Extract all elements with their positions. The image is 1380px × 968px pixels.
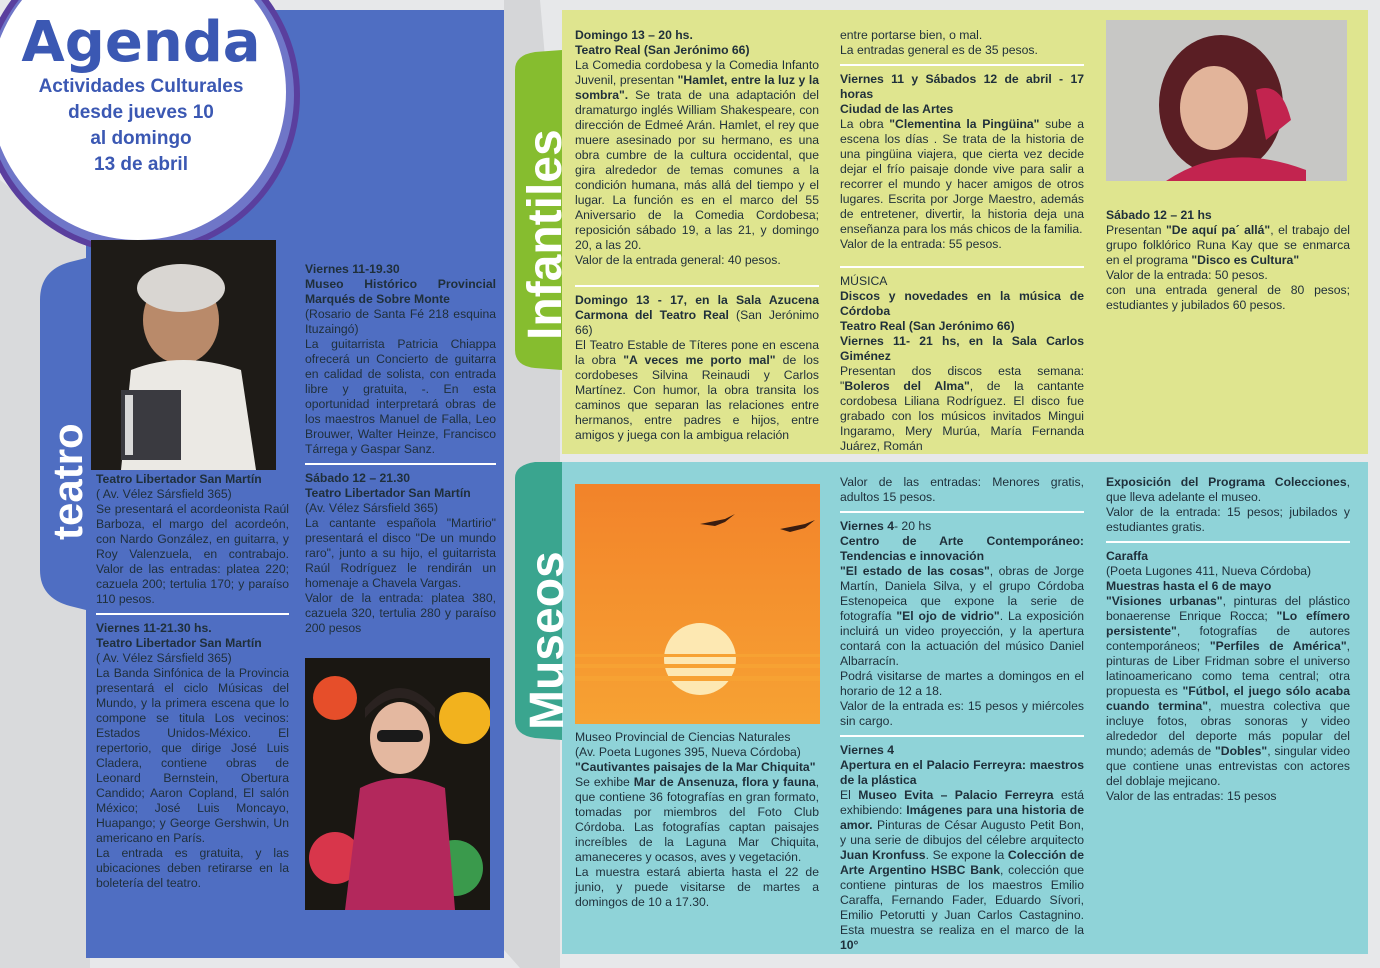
event-address: ( Av. Vélez Sársfield 365) [96,651,232,665]
section-label-museos: Museos [521,551,574,730]
event-description: El Teatro Estable de Títeres pone en escena la obra "A veces me porto mal" de los cordobeses Silvina Reinaudi y Carlos Martínez. Con humor, la obra transita los caminos que separan las relaciones entre hermanos, entre padres e hijos, entre amigos y juega con la ambigua relación [575,338,819,442]
event-address: (Av. Vélez Sársfield 365) [305,501,438,515]
event-price: Valor de las entradas: Menores gratis, adultos 15 pesos. [840,475,1084,504]
event-description: La guitarrista Patricia Chiappa ofrecerá un Concierto de guitarra en calidad de solista, con entrada libre y gratuita, -. En esta oportunidad interpretará obras de los maestros Manuel de Falla, Leo Brouwer, Walter Heinze, Francisco Tárrega y Gaspar Sanz. [305,337,496,456]
event-date-title: Domingo 13 - 17, en la Sala Azucena Carmona del Teatro Real (San Jerónimo 66) [575,293,819,337]
event-title: Teatro Libertador San Martín [96,472,262,486]
museum-address: (Av. Poeta Lugones 395, Nueva Córdoba) [575,745,801,759]
infantiles-photo-portrait [1106,20,1347,181]
event-price: Valor de la entrada: 15 pesos; jubilados y estudiantes gratis. [1106,505,1350,534]
event-title: "Cautivantes paisajes de la Mar Chiquita" [575,760,816,774]
event-title: Teatro Libertador San Martín [305,486,471,500]
event-price: con una entrada general de 80 pesos; estudiantes y jubilados 60 pesos. [1106,283,1350,312]
event-title: Apertura en el Palacio Ferreyra: maestros de la plástica [840,758,1084,787]
divider [575,285,819,287]
event-description: Exposición del Programa Colecciones, que lleva adelante el museo. [1106,475,1350,504]
divider [1106,541,1350,543]
event-description: Presentan dos discos esta semana: "Boleros del Alma", de la cantante cordobesa Liliana Rodríguez. El disco fue grabado con los músicos invitados Mingui Ingaramo, Mery Murúa, María Fernanda Juárez, Román [840,364,1085,453]
event-address: Teatro Real (San Jerónimo 66) [840,319,1015,333]
museum-name: Museo Provincial de Ciencias Naturales [575,730,791,744]
accordion-player-photo [91,240,276,470]
event-date: Muestras hasta el 6 de mayo [1106,579,1272,593]
event-description: "Visiones urbanas", pinturas del plástico bonaerense Enrique Rocca; "Lo efímero persistente", fotografías de autores contemporáneos; "Perfiles de América", pinturas de Liber Fridman sobre el universo latinoamericano como tema central; otra propuesta es "Fútbol, el juego sólo acaba cuando termina", muestra colectiva que incluye fotos, obras sonoras y video alrededor del deporte más popular del mundo; además de "Dobles", singular video que contiene unas entrevistas con actores del doblaje mejicano. [1106,594,1350,788]
subtitle-line-3: al domingo [90,128,192,149]
teatro-column-2 [305,262,496,636]
event-date: Viernes 11 y Sábados 12 de abril - 17 horas [840,72,1084,101]
museos-column-1 [575,730,819,910]
event-title: Discos y novedades en la música de Córdoba [840,289,1084,318]
header [0,12,282,178]
event-price: Valor de la entrada: 50 pesos. [1106,268,1268,282]
woman-portrait-photo [1106,20,1347,181]
museos-column-3 [1106,475,1350,804]
event-description: Podrá visitarse de martes a domingos en el horario de 12 a 18. [840,669,1084,698]
event-title: Centro de Arte Contemporáneo: Tendencias e innovación [840,534,1084,563]
event-description: La entrada es gratuita, y las ubicaciones deben retirarse en la boletería del teatro. [96,846,289,890]
event-date: Viernes 11-21.30 hs. [96,621,212,635]
divider [840,511,1084,513]
event-title: Teatro Real (San Jerónimo 66) [575,43,750,57]
event-date: Sábado 12 – 21.30 [305,471,411,485]
divider [840,64,1084,66]
event-description: entre portarse bien, o mal. [840,28,983,42]
event-description: La Banda Sinfónica de la Provincia presentará el ciclo Músicas del Mundo, y la primera escena que lo compone se titula Los vecinos: Estados Unidos-México. El repertorio, que dirige José Luis Cladera, contiene obras de Leonard Bernstein, Obertura Candido; Aaron Copland, El salón México; José Luis Moncayo, Huapango; y George Gershwin, Un americano en París. [96,666,289,845]
event-address: (Rosario de Santa Fé 218 esquina Ituzaingó) [305,307,496,336]
event-description: El Museo Evita – Palacio Ferreyra está exhibiendo: Imágenes para una historia de amor. Pinturas de César Augusto Petit Bon, y una serie de dibujos del célebre arquitecto Juan Kronfuss. Se expone la Colección de Arte Argentino HSBC Bank, colección que contiene pinturas de los maestros Emilio Caraffa, Fernando Fader, Eduardo Sívori, Emilio Petorutti y Juan Carlos Castagnino. Esta muestra se realiza en el marco de la 10° [840,788,1084,952]
event-description: "El estado de las cosas", obras de Jorge Martín, Daniela Silva, y el grupo Córdoba Estenopeica que expone la serie de fotografía "El ojo de vidrio". La exposición incluirá un video proyección, y la apertura contará con la actuación del músico Daniel Albarracín. [840,564,1084,668]
subtitle-line-1: Actividades Culturales [38,76,244,97]
event-description: La obra "Clementina la Pingüina" sube a escena los días . Se trata de la historia de una pingüina viajera, que cierta vez decide dejar el frío paisaje donde vive para salir a recorrer el mundo y hacer amigos de otros lugares. Escrita por Jorge Maestro, además de entretener, divertir, la historia deja una enseñanza para los más chicos de la familia. [840,117,1084,236]
divider [96,613,289,615]
divider [305,463,496,465]
event-price: Valor de las entradas: 15 pesos [1106,789,1277,803]
teatro-photo-singer [305,658,490,910]
event-description: Se presentará el acordeonista Raúl Barboza, el margo del acordeón, con Nardo González, en guitarra, y Roy Valenzuela, en contrabajo. Valor de las entradas: platea 220; cazuela 200; tertulia 170; y paraíso 110 pesos. [96,502,289,606]
category-label: MÚSICA [840,274,888,288]
divider [840,266,1084,268]
event-description: La muestra estará abierta hasta el 22 de junio, y puede visitarse de martes a domingos de 10 a 17.30. [575,865,819,909]
event-description: La cantante española "Martirio" presentará el disco "De un mundo raro", junto a su hijo, el guitarrista Raúl Rodríguez le rendirán un homenaje a Chavela Vargas. [305,516,496,590]
page-title: Agenda [21,10,261,75]
event-title: Museo Histórico Provincial Marqués de Sobre Monte [305,277,496,306]
subtitle-line-4: 13 de abril [94,154,188,175]
divider [840,735,1084,737]
teatro-column-1 [96,472,289,891]
event-description: Valor de la entrada: platea 380, cazuela 320, tertulia 280 y paraíso 200 pesos [305,591,496,635]
infantiles-column-1 [575,28,819,443]
event-description: La Comedia cordobesa y la Comedia Infanto Juvenil, presentan "Hamlet, entre la luz y la sombra". Se trata de una adaptación del dramaturgo inglés William Shakespeare, con dirección de Edmeé Arán. Hamlet, el rey que muere asesinado por su hermano, es una obra cumbre de la cultura occidental, que gira alrededor de temas comunes a la condición humana, más allá del tiempo y el lugar. La función es en el marco del 55 Aniversario de la Comedia Cordobesa; reposición sábado 19, a las 21, y domingo 20, a las 20. [575,58,819,252]
event-date: Viernes 4- 20 hs [840,519,932,533]
singer-with-flowers-photo [305,658,490,910]
event-date: Viernes 11-19.30 [305,262,400,276]
event-date: Sábado 12 – 21 hs [1106,208,1212,222]
infantiles-column-3 [1106,208,1350,313]
event-description: Se exhibe Mar de Ansenuza, flora y fauna, que contiene 36 fotografías en gran formato, tomadas por miembros del Foto Club Córdoba. Las fotografías captan paisajes increíbles de la Laguna Mar Chiquita, amaneceres y ocasos, aves y vegetación. [575,775,820,864]
section-label-infantiles: Infantiles [519,129,572,340]
event-title: Teatro Libertador San Martín [96,636,262,650]
event-description: Presentan "De aquí pa´ allá", el trabajo del grupo folklórico Runa Kay que se enmarca en el programa "Disco es Cultura" [1106,223,1350,267]
event-price: Valor de la entrada es: 15 pesos y miércoles sin cargo. [840,699,1084,728]
event-price: Valor de la entrada general: 40 pesos. [575,253,781,267]
infantiles-column-2 [840,28,1084,454]
event-date: Viernes 4 [840,743,894,757]
museos-photo-sunset [575,484,820,724]
event-price: Valor de la entrada: 55 pesos. [840,237,1002,251]
event-price: La entradas general es de 35 pesos. [840,43,1038,57]
museum-name: Caraffa [1106,549,1148,563]
event-date: Domingo 13 – 20 hs. [575,28,693,42]
section-label-teatro: teatro [44,423,91,540]
museos-column-2 [840,475,1084,953]
event-address: ( Av. Vélez Sársfield 365) [96,487,232,501]
teatro-photo-accordion [91,240,276,470]
event-title: Ciudad de las Artes [840,102,954,116]
event-date: Viernes 11- 21 hs, en la Sala Carlos Giménez [840,334,1084,363]
subtitle-line-2: desde jueves 10 [68,102,214,123]
museum-address: (Poeta Lugones 411, Nueva Córdoba) [1106,564,1312,578]
sunset-flamingos-photo [575,484,820,724]
